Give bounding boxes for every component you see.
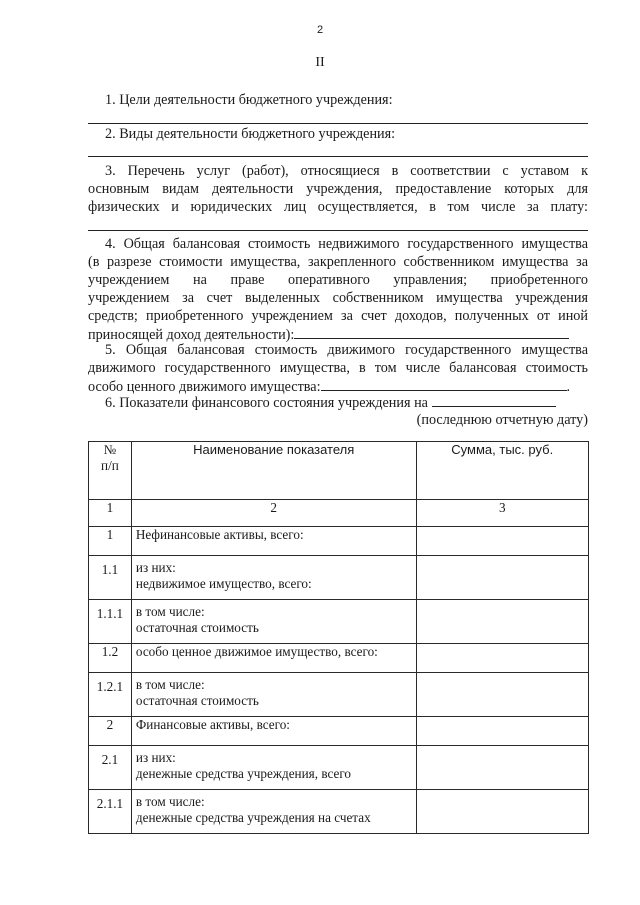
section-heading: II [315,55,325,70]
item-5-line-1: 5. Общая балансовая стоимость движимого государственного имущества [105,342,588,358]
item-4-line-2: (в разрезе стоимости имущества, закрепленного собственником имущества за [88,254,588,270]
row-number: 2.1.1 [89,790,132,834]
row-sum-cell[interactable] [416,644,589,673]
row-indicator-prefix: в том числе: [135,794,205,809]
row-indicator-prefix: в том числе: [135,677,205,692]
column-index-2: 2 [131,500,416,527]
column-index-3: 3 [416,500,589,527]
row-indicator-name: Финансовые активы, всего: [131,717,416,746]
row-indicator-prefix: в том числе: [135,604,205,619]
table-row [89,717,589,746]
item-2-fill-line [88,156,588,157]
item-6-text: 6. Показатели финансового состояния учреждения на [105,395,428,411]
item-1-fill-line [88,123,588,124]
financial-indicators-table [88,441,589,834]
row-indicator-name [131,600,416,644]
item-6-line-1 [88,394,588,413]
row-number: 1 [89,527,132,556]
row-indicator-name [131,556,416,600]
row-indicator-label: денежные средства учреждения на счетах [135,810,371,825]
row-number: 2 [89,717,132,746]
item-4-line-1: 4. Общая балансовая стоимость недвижимого государственного имущества [105,236,588,252]
table-row [89,644,589,673]
header-num-abbrev: п/п [101,458,119,473]
item-2-text: 2. Виды деятельности бюджетного учреждения: [105,126,396,142]
row-sum-cell[interactable] [416,527,589,556]
row-number: 1.2.1 [89,673,132,717]
item-5-line-2: движимого государственного имущества, в том числе балансовая стоимость [88,360,588,376]
table-row [89,527,589,556]
row-indicator-label: остаточная стоимость [135,693,259,708]
item-4-line-6-text: приносящей доход деятельности): [88,327,295,343]
item-1-text: 1. Цели деятельности бюджетного учреждения: [105,92,393,108]
table-header-row [89,442,589,500]
header-sum-cell: Сумма, тыс. руб. [416,442,589,500]
row-indicator-prefix: из них: [135,560,176,575]
item-4-line-4: учреждением за счет выделенных собственником имущества учреждения [88,290,588,306]
item-3-fill-line [88,230,588,231]
item-4-line-5: средств; приобретенного учреждением за счет доходов, полученных от иной [88,308,588,324]
item-6-date-fill-line [432,394,556,407]
table-row [89,600,589,644]
item-3-line-3: физических и юридических лиц осуществляется, в том числе за плату: [88,199,588,215]
row-sum-cell[interactable] [416,673,589,717]
row-number: 1.1.1 [89,600,132,644]
page-number: 2 [316,24,324,36]
column-index-row [89,500,589,527]
item-6-date-note: (последнюю отчетную дату) [416,412,588,428]
row-indicator-name [131,790,416,834]
header-name-cell: Наименование показателя [131,442,416,500]
item-5-fill-line [321,378,567,391]
row-indicator-prefix: из них: [135,750,176,765]
header-num-cell [89,442,132,500]
item-5-end-period: . [566,379,571,395]
row-sum-cell[interactable] [416,790,589,834]
table-row [89,673,589,717]
item-3-line-1: 3. Перечень услуг (работ), относящиеся в соответствии с уставом к [105,163,588,179]
row-number: 1.2 [89,644,132,673]
header-num-symbol: № [103,442,117,457]
table-row [89,790,589,834]
row-sum-cell[interactable] [416,717,589,746]
item-5-line-3-text: особо ценного движимого имущества: [88,379,321,395]
row-indicator-label: недвижимое имущество, всего: [135,576,312,591]
row-indicator-name: Нефинансовые активы, всего: [131,527,416,556]
row-sum-cell[interactable] [416,556,589,600]
row-indicator-name: особо ценное движимое имущество, всего: [131,644,416,673]
row-indicator-name [131,673,416,717]
row-indicator-label: денежные средства учреждения, всего [135,766,352,781]
item-4-fill-line [294,326,569,339]
item-4-line-3: учреждением на праве оперативного управления; приобретенного [88,272,588,288]
row-number: 1.1 [89,556,132,600]
row-indicator-name [131,746,416,790]
row-sum-cell[interactable] [416,600,589,644]
row-sum-cell[interactable] [416,746,589,790]
row-indicator-label: остаточная стоимость [135,620,259,635]
column-index-1: 1 [89,500,132,527]
row-number: 2.1 [89,746,132,790]
item-3-line-2: основным видам деятельности учреждения, предоставление которых для [88,181,588,197]
table-row [89,556,589,600]
table-row [89,746,589,790]
